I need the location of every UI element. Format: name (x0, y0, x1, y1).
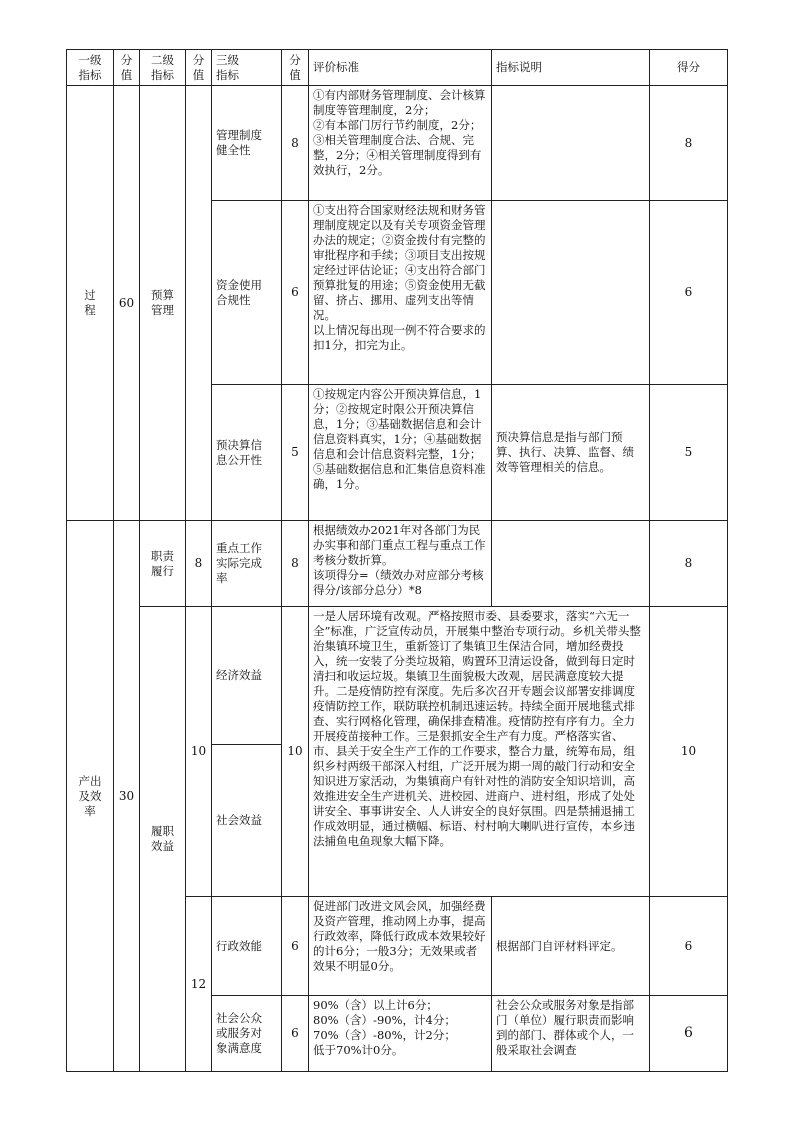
process-level1: 过 程 (67, 86, 114, 521)
table-row (67, 607, 728, 745)
row-score3: 5 (282, 385, 309, 521)
admin-score: 6 (650, 897, 728, 996)
perform-score3: 10 (282, 607, 309, 897)
row-explain: 预决算信息是指与部门预算、执行、决算、监督、绩效等管理相关的信息。 (492, 385, 650, 521)
satisfaction-score: 6 (650, 996, 728, 1072)
perform-level2: 履职 效益 (140, 607, 186, 1072)
header-score: 得分 (650, 50, 728, 86)
perform-score2a: 10 (186, 607, 212, 897)
evaluation-table (66, 49, 728, 1072)
duty-score2: 8 (186, 521, 212, 607)
row-criteria: ①有内部财务管理制度、会计核算制度等管理制度，2分； ②有本部门厉行节约制度，2分； ③相关管理制度合法、合规、完整，2分；④相关管理制度得到有效执行，2分。 (309, 86, 492, 201)
header-level2: 二级 指标 (140, 50, 186, 86)
row-criteria: ①按规定内容公开预决算信息，1分；②按规定时限公开预决算信息，1分；③基础数据信息和会计信息资料真实，1分；④基础数据信息和会计信息资料完整，1分；⑤基础数据信息和汇集信息资料准确，1分。 (309, 385, 492, 521)
admin-criteria: 促进部门改进文风会风，加强经费及资产管理，推动网上办事，提高行政效率，降低行政成本效果较好的计6分；一般3分；无效果或者效果不明显0分。 (309, 897, 492, 996)
header-score2: 分 值 (186, 50, 212, 86)
row-level3: 管理制度 健全性 (212, 86, 282, 201)
output-level1: 产出 及效 率 (67, 521, 114, 1072)
table-row (67, 86, 728, 201)
econ-level3: 经济效益 (212, 607, 282, 745)
process-level2: 预算 管理 (140, 86, 186, 521)
duty-score3: 8 (282, 521, 309, 607)
perform-score2b: 12 (186, 897, 212, 1072)
row-level3: 预决算信 息公开性 (212, 385, 282, 521)
social-level3: 社会效益 (212, 745, 282, 897)
row-explain (492, 201, 650, 385)
duty-criteria: 根据绩效办2021年对各部门为民办实事和部门重点工程与重点工作考核分数折算。 该项得分=（绩效办对应部分考核得分/该部分总分）*8 (309, 521, 492, 607)
row-score: 5 (650, 385, 728, 521)
header-level1: 一级 指标 (67, 50, 114, 86)
admin-explain: 根据部门自评材料评定。 (492, 897, 650, 996)
row-score3: 8 (282, 86, 309, 201)
duty-score: 8 (650, 521, 728, 607)
header-score3: 分 值 (282, 50, 309, 86)
process-score2 (186, 86, 212, 521)
perform-score: 10 (650, 607, 728, 897)
duty-level3: 重点工作 实际完成 率 (212, 521, 282, 607)
row-score: 6 (650, 201, 728, 385)
perform-merged-text: 一是人居环境有改观。严格按照市委、县委要求，落实“六无一全”标准，广泛宣传动员，开展集中整治专项行动。乡机关带头整治集镇环境卫生，重新签订了集镇卫生保洁合同，增加经费投入，统一安装了分类垃圾箱，购置环卫清运设备，做到每日定时清扫和收运垃圾。集镇卫生面貌极大改观，居民满意度较大提升。二是疫情防控有深度。先后多次召开专题会议部署安排调度疫情防控工作，联防联控机制迅速运转。持续全面开展地毯式排查、实行网格化管理，确保排查精准。疫情防控有序有力。全力开展疫苗接种工作。三是狠抓安全生产有力度。严格落实省、市、县关于安全生产工作的工作要求，整合力量，统筹布局，组织乡村两级干部深入村组，广泛开展为期一周的敲门行动和安全知识进万家活动，为集镇商户有针对性的消防安全知识培训，高效推进安全生产进机关、进校园、进商户、进村组，形成了处处讲安全、事事讲安全、人人讲安全的良好氛围。四是禁捕退捕工作成效明显，通过横幅、标语、村村响大喇叭进行宣传，本乡违法捕鱼电鱼现象大幅下降。 (309, 607, 650, 897)
row-score: 8 (650, 86, 728, 201)
process-score1: 60 (114, 86, 140, 521)
satisfaction-level3: 社会公众 或服务对 象满意度 (212, 996, 282, 1072)
satisfaction-score3: 6 (282, 996, 309, 1072)
admin-level3: 行政效能 (212, 897, 282, 996)
header-criteria: 评价标准 (309, 50, 492, 86)
header-score1: 分 值 (114, 50, 140, 86)
row-criteria: ①支出符合国家财经法规和财务管理制度规定以及有关专项资金管理办法的规定；②资金拨付有完整的审批程序和手续；③项目支出按规定经过评估论证；④支出符合部门预算批复的用途；⑤资金使用无截留、挤占、挪用、虚列支出等情况。 以上情况每出现一例不符合要求的扣1分，扣完为止。 (309, 201, 492, 385)
header-row (67, 50, 728, 86)
satisfaction-criteria: 90%（含）以上计6分； 80%（含）-90%，计4分； 70%（含）-80%，计2分； 低于70%计0分。 (309, 996, 492, 1072)
duty-level2: 职责 履行 (140, 521, 186, 607)
admin-score3: 6 (282, 897, 309, 996)
row-score3: 6 (282, 201, 309, 385)
row-explain (492, 86, 650, 201)
header-explain: 指标说明 (492, 50, 650, 86)
satisfaction-explain: 社会公众或服务对象是指部门（单位）履行职责而影响到的部门、群体或个人，一般采取社会调查 (492, 996, 650, 1072)
table-row (67, 521, 728, 607)
header-level3: 三级 指标 (212, 50, 282, 86)
output-score1: 30 (114, 521, 140, 1072)
duty-explain (492, 521, 650, 607)
row-level3: 资金使用 合规性 (212, 201, 282, 385)
